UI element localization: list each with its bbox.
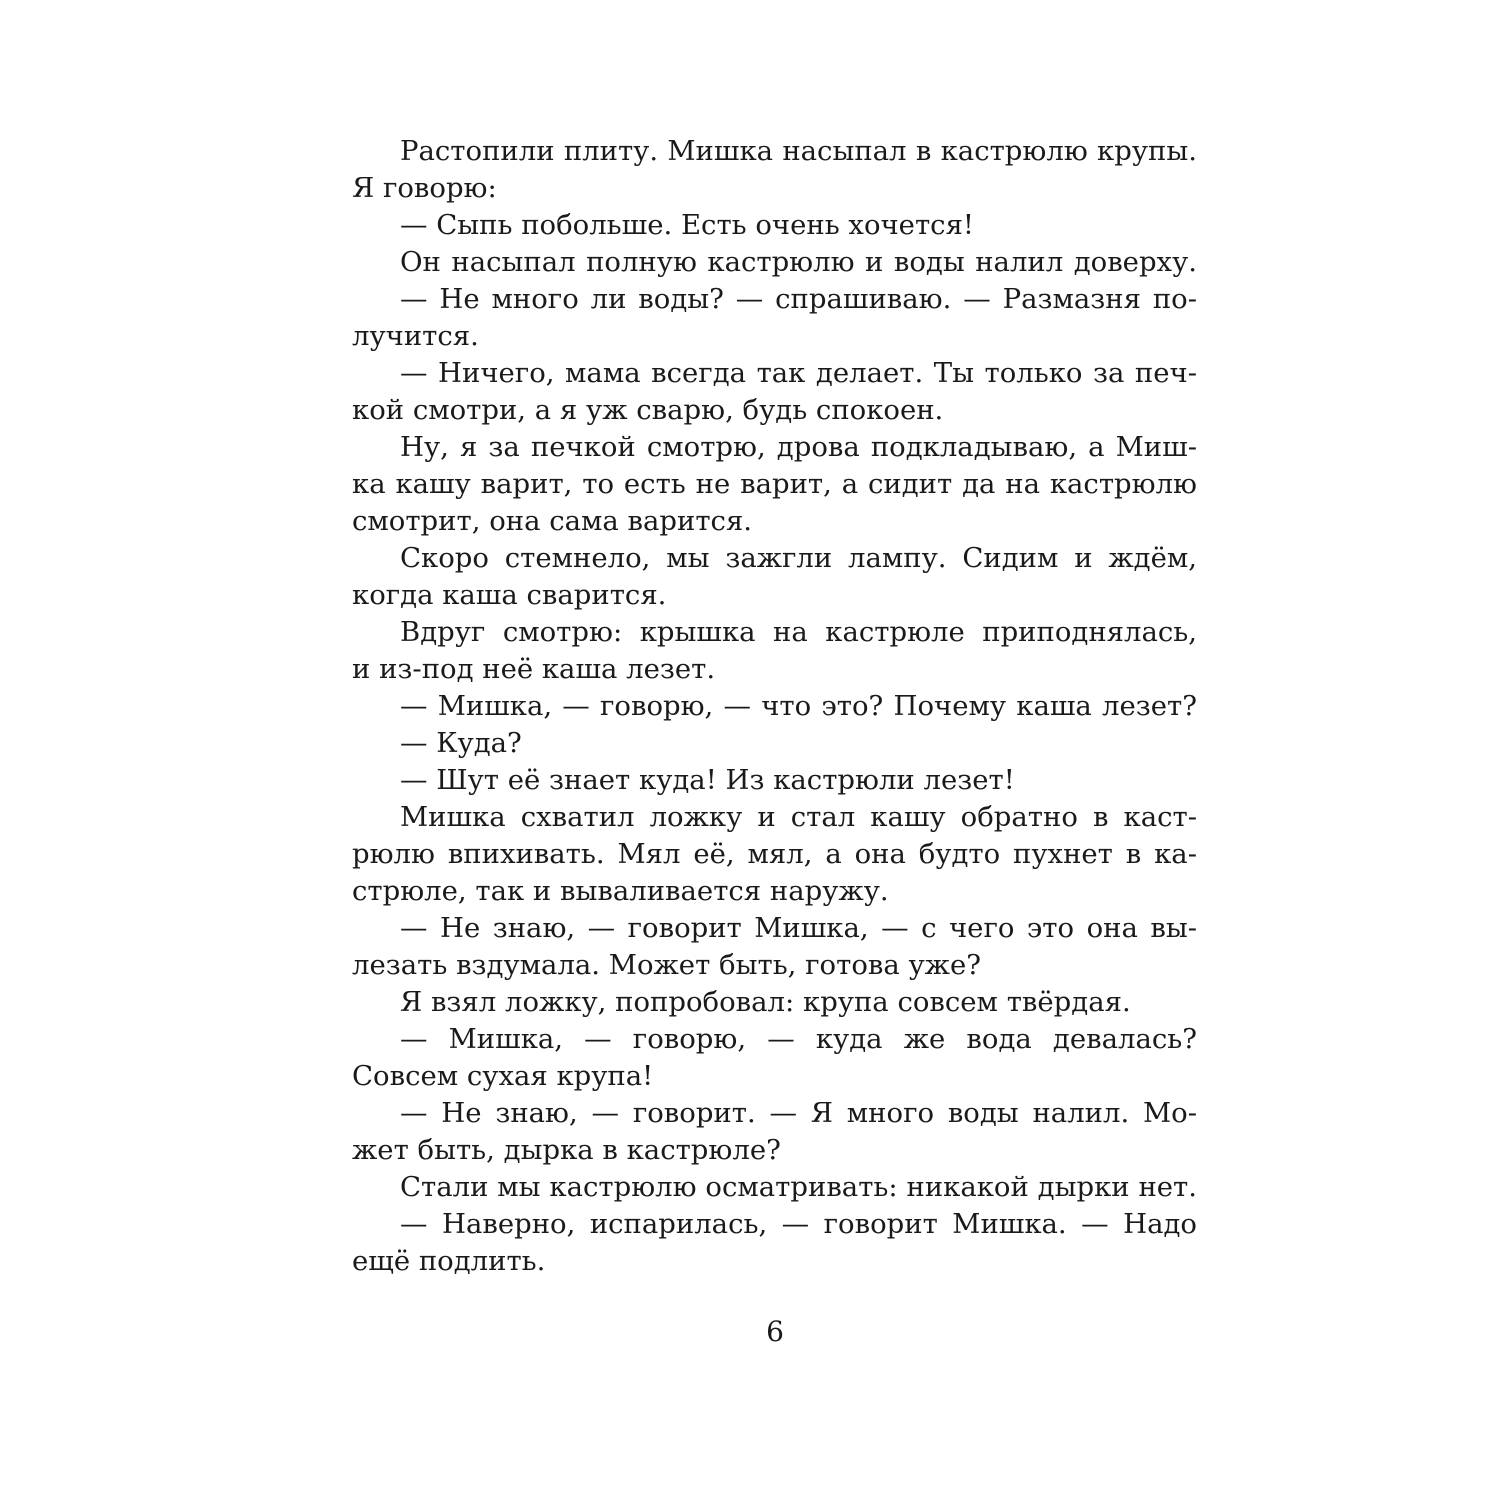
text-line: Растопили плиту. Мишка насыпал в кастрюлю крупы. [400, 135, 1197, 167]
text-line: рюлю впихивать. Мял её, мял, а она будто пухнет в ка- [352, 838, 1197, 870]
text-line: стрюле, так и вываливается наружу. [352, 875, 889, 907]
text-line: Он насыпал полную кастрюлю и воды налил доверху. [400, 246, 1197, 278]
text-line: — Сыпь побольше. Есть очень хочется! [400, 209, 974, 241]
text-line: жет быть, дырка в кастрюле? [352, 1134, 781, 1166]
text-line: — Мишка, — говорю, — что это? Почему каша лезет? [400, 690, 1197, 722]
text-line: ка кашу варит, то есть не варит, а сидит да на кастрюлю [352, 468, 1197, 500]
text-line: — Мишка, — говорю, — куда же вода девалась? [400, 1023, 1197, 1055]
text-line: Ну, я за печкой смотрю, дрова подкладываю, а Миш- [400, 431, 1197, 463]
text-line: — Не знаю, — говорит. — Я много воды налил. Мо- [400, 1097, 1197, 1129]
text-line: когда каша сварится. [352, 579, 667, 611]
text-line: — Шут её знает куда! Из кастрюли лезет! [400, 764, 1015, 796]
text-line: Я говорю: [352, 172, 497, 204]
text-line: — Ничего, мама всегда так делает. Ты только за печ- [400, 357, 1197, 389]
text-line: — Куда? [400, 727, 522, 759]
text-line: Скоро стемнело, мы зажгли лампу. Сидим и ждём, [400, 542, 1197, 574]
text-line: ещё подлить. [352, 1245, 546, 1277]
text-line: и из-под неё каша лезет. [352, 653, 716, 685]
page-number: 6 [766, 1315, 784, 1348]
text-line: Я взял ложку, попробовал: крупа совсем твёрдая. [400, 986, 1131, 1018]
text-line: кой смотри, а я уж сварю, будь спокоен. [352, 394, 944, 426]
text-line: Совсем сухая крупа! [352, 1060, 654, 1092]
text-line: Вдруг смотрю: крышка на кастрюле приподнялась, [400, 616, 1197, 648]
text-line: Стали мы кастрюлю осматривать: никакой дырки нет. [400, 1171, 1197, 1203]
text-line: лучится. [352, 320, 479, 352]
text-line: — Не знаю, — говорит Мишка, — с чего это она вы- [400, 912, 1197, 944]
text-line: — Наверно, испарилась, — говорит Мишка. — Надо [400, 1208, 1197, 1240]
text-line: — Не много ли воды? — спрашиваю. — Размазня по- [400, 283, 1197, 315]
text-line: смотрит, она сама варится. [352, 505, 753, 537]
text-line: Мишка схватил ложку и стал кашу обратно в каст- [400, 801, 1197, 833]
text-line: лезать вздумала. Может быть, готова уже? [352, 949, 981, 981]
